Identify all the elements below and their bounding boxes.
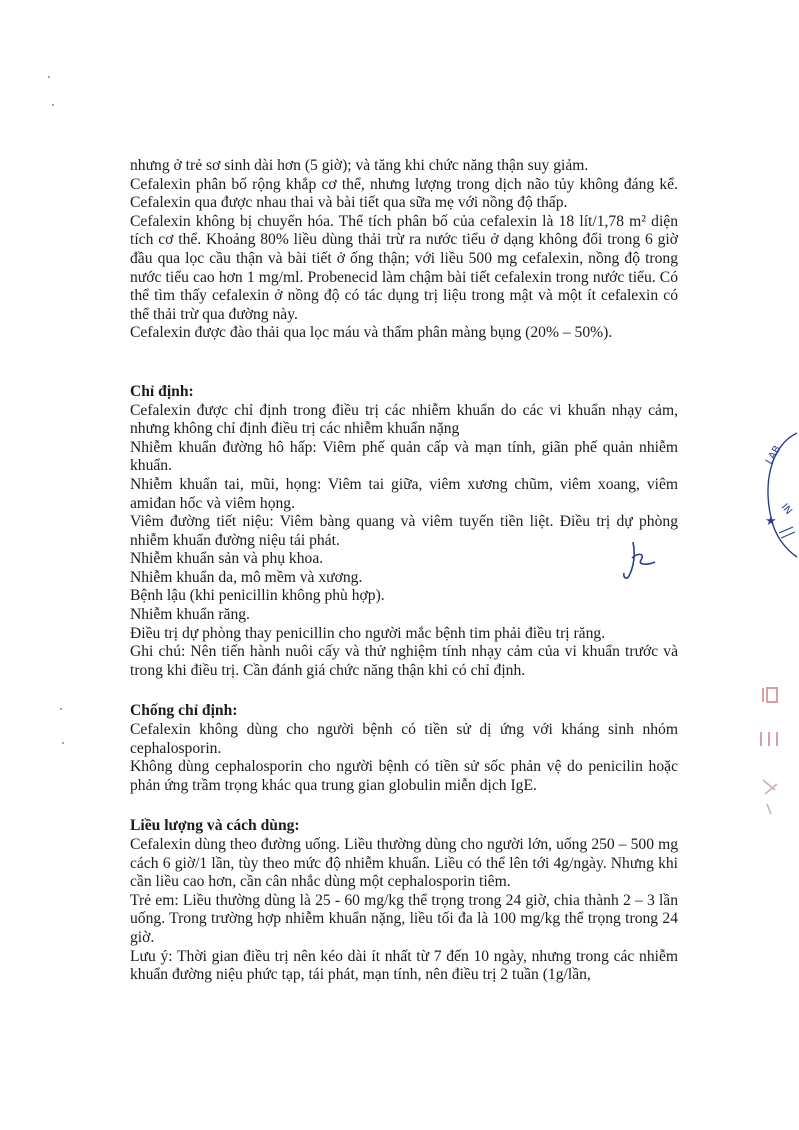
margin-marks [755, 680, 785, 820]
paragraph: Cefalexin không bị chuyển hóa. Thể tích phân bố của cefalexin là 18 lít/1,78 m² diện tích cơ thể. Khoảng 80% liều dùng thải trừ ra nước tiểu ở dạng không đổi trong 6 giờ đầu qua lọc cầu thận và bài tiết ở ống thận; với liều 500 mg cefalexin, nồng độ trong nước tiểu cao hơn 1 mg/ml. Probenecid làm chậm bài tiết cefalexin trong nước tiểu. Có thể tìm thấy cefalexin ở nồng độ có tác dụng trị liệu trong mật và một ít cefalexin có thể thải trừ qua đường này. [130, 212, 678, 323]
paragraph: Viêm đường tiết niệu: Viêm bàng quang và viêm tuyến tiền liệt. Điều trị dự phòng nhiễm khuẩn đường niệu tái phát. [130, 513, 678, 549]
scan-speck [62, 742, 64, 744]
scan-speck [60, 708, 62, 710]
paragraph: Ghi chú: Nên tiến hành nuôi cấy và thử nghiệm tính nhạy cảm của vi khuẩn trước và trong khi điều trị. Cần đánh giá chức năng thận khi có chỉ định. [130, 643, 678, 679]
dosage-section [130, 817, 678, 984]
handwritten-initials [615, 538, 665, 583]
document-body [130, 157, 678, 985]
paragraph: Cefalexin dùng theo đường uống. Liều thường dùng cho người lớn, uống 250 – 500 mg cách 6 giờ/1 lần, tùy theo mức độ nhiễm khuẩn. Liều có thể lên tới 4g/ngày. Nhưng khi cần liều cao hơn, cần cân nhắc dùng một cephalosporin tiêm. [130, 836, 678, 891]
paragraph: Nhiễm khuẩn răng. [130, 606, 250, 624]
paragraph: Nhiễm khuẩn tai, mũi, họng: Viêm tai giữa, viêm xương chũm, viêm xoang, viêm amiđan hốc và viêm họng. [130, 475, 678, 512]
scan-speck [52, 104, 54, 106]
svg-text:LAB: LAB [764, 444, 784, 467]
svg-text:★: ★ [765, 514, 777, 529]
svg-text:IN: IN [778, 501, 794, 517]
scan-speck [48, 76, 50, 78]
paragraph: Điều trị dự phòng thay penicillin cho người mắc bệnh tim phải điều trị răng. [130, 624, 606, 642]
paragraph: Không dùng cephalosporin cho người bệnh có tiền sử sốc phản vệ do penicilin hoặc phản ứng trầm trọng khác qua trung gian globulin miễn dịch IgE. [130, 758, 678, 794]
paragraph: Cefalexin không dùng cho người bệnh có tiền sử dị ứng với kháng sinh nhóm cephalosporin. [130, 721, 678, 757]
paragraph: Nhiễm khuẩn da, mô mềm và xương. [130, 568, 363, 586]
section-heading: Chống chỉ định: [130, 702, 238, 720]
paragraph: Lưu ý: Thời gian điều trị nên kéo dài ít nhất từ 7 đến 10 ngày, nhưng trong các nhiễm khuẩn đường niệu phức tạp, tái phát, mạn tính, nên điều trị 2 tuần (1g/lần, [130, 947, 678, 984]
paragraph: nhưng ở trẻ sơ sinh dài hơn (5 giờ); và tăng khi chức năng thận suy giảm. [130, 157, 589, 174]
contraindications-section [130, 702, 678, 795]
paragraph: Cefalexin được chỉ định trong điều trị các nhiễm khuẩn do các vi khuẩn nhạy cảm, nhưng không chỉ định điều trị các nhiễm khuẩn nặng [130, 401, 678, 438]
section-heading: Chỉ định: [130, 382, 194, 400]
paragraph: Cefalexin được đào thải qua lọc máu và thẩm phân màng bụng (20% – 50%). [130, 324, 613, 342]
paragraph: Nhiễm khuẩn đường hô hấp: Viêm phế quản cấp và mạn tính, giãn phế quản nhiễm khuẩn. [130, 438, 678, 475]
stamp-fragment [749, 425, 799, 565]
intro-section [130, 157, 678, 343]
section-heading: Liều lượng và cách dùng: [130, 817, 300, 835]
indications-section [130, 383, 678, 681]
paragraph: Trẻ em: Liều thường dùng là 25 - 60 mg/kg thể trọng trong 24 giờ, chia thành 2 – 3 lần uống. Trong trường hợp nhiễm khuẩn nặng, liều tối đa là 100 mg/kg thể trọng trong 24 giờ. [130, 891, 678, 946]
paragraph: Bệnh lậu (khi penicillin không phù hợp). [130, 587, 385, 605]
paragraph: Cefalexin phân bố rộng khắp cơ thể, nhưng lượng trong dịch não tủy không đáng kể. Cefalexin qua được nhau thai và bài tiết qua sữa mẹ với nồng độ thấp. [130, 175, 678, 212]
paragraph: Nhiễm khuẩn sản và phụ khoa. [130, 550, 324, 568]
